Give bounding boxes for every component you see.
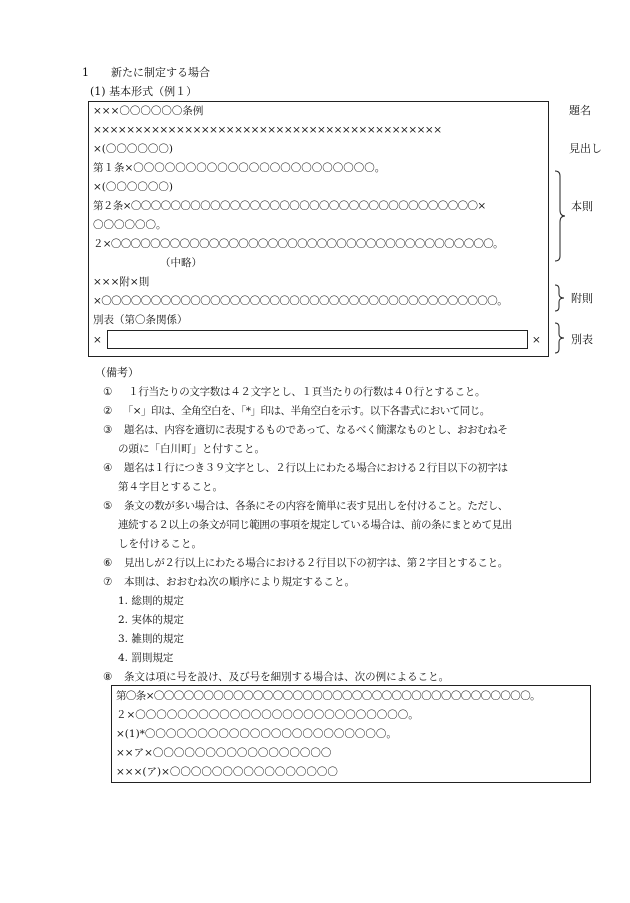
form-omitted-line: （中略） [160,257,202,269]
note-marker: ⑤ [103,500,113,512]
note-marker: ⑧ [103,671,113,683]
sample-line: ×××(ア)×〇〇〇〇〇〇〇〇〇〇〇〇〇〇〇〇 [116,766,338,778]
order-item: 1. 総則的規定 [118,595,184,607]
note-marker: ⑥ [103,557,113,569]
brace-appendix-icon [553,322,571,354]
form-line: ×(〇〇〇〇〇〇) [93,143,173,155]
note-text: 「×」印は、全角空白を、「*」印は、半角空白を示す。以下各書式において同じ。 [118,405,490,417]
subsection-heading: (1) 基本形式（例１） [90,85,198,98]
sample-line: ２×〇〇〇〇〇〇〇〇〇〇〇〇〇〇〇〇〇〇〇〇〇〇〇〇〇〇。 [116,709,419,721]
note-marker: ② [103,405,113,417]
note-text: 条文の数が多い場合は、各条にその内容を簡単に表す見出しを付けること。ただし、 [124,500,508,512]
form-line: 別表（第〇条関係） [93,314,188,326]
section-heading: 1 新たに制定する場合 [82,66,210,79]
note-text: 条文は項に号を設け、及び号を細別する場合は、次の例によること。 [124,671,450,683]
note-marker: ⑦ [103,576,113,588]
appendix-table-box [107,330,528,349]
notes-heading: （備考） [95,366,139,379]
note-marker: ④ [103,462,113,474]
form-line: ×××××××××××××××××××××××××××××××××××××××××× [93,124,442,136]
order-item: 2. 実体的規定 [118,614,184,626]
note-text: 本則は、おおむね次の順序により規定すること。 [124,576,355,588]
note-text: １行当たりの文字数は４２文字とし、１頁当たりの行数は４０行とすること。 [118,386,486,398]
form-line: 〇〇〇〇〇〇。 [93,219,167,231]
label-appendix: 別表 [571,333,593,346]
label-main: 本則 [571,200,593,213]
brace-supplementary-icon [553,284,571,312]
note-text: 見出しが２行以上にわたる場合における２行目以下の初字は、第２字目とすること。 [124,557,508,569]
table-row-left-mark: × [93,334,102,346]
form-line: ×××附×則 [93,276,150,288]
form-line: ×〇〇〇〇〇〇〇〇〇〇〇〇〇〇〇〇〇〇〇〇〇〇〇〇〇〇〇〇〇〇〇〇〇〇〇〇〇〇〇〇。 [93,295,508,307]
note-text: 第４字目とすること。 [118,481,223,493]
brace-main-icon [553,170,571,262]
sample-line: 第〇条×〇〇〇〇〇〇〇〇〇〇〇〇〇〇〇〇〇〇〇〇〇〇〇〇〇〇〇〇〇〇〇〇〇〇〇〇〇〇。 [116,690,540,702]
label-supplementary: 附則 [571,292,593,305]
table-row-right-mark: × [532,334,541,346]
order-item: 3. 雑則的規定 [118,633,184,645]
form-line: ２×〇〇〇〇〇〇〇〇〇〇〇〇〇〇〇〇〇〇〇〇〇〇〇〇〇〇〇〇〇〇〇〇〇〇〇〇〇〇〇。 [93,238,503,250]
note-text: 連続する２以上の条文が同じ範囲の事項を規定している場合は、前の条にまとめて見出 [118,519,512,531]
note-text: 題名は１行につき３９文字とし、２行以上にわたる場合における２行目以下の初字は [124,462,508,474]
sample-line: ×(1)*〇〇〇〇〇〇〇〇〇〇〇〇〇〇〇〇〇〇〇〇〇〇〇。 [116,728,397,740]
note-text: しを付けること。 [118,538,202,550]
form-title-line: ×××〇〇〇〇〇〇条例 [93,105,204,117]
form-line: ×(〇〇〇〇〇〇) [93,181,173,193]
order-item: 4. 罰則規定 [118,652,174,664]
note-text: の頭に「白川町」と付すこと。 [118,443,265,455]
note-marker: ① [103,386,113,398]
label-title: 題名 [569,104,591,117]
label-caption: 見出し [569,142,602,155]
note-text: 題名は、内容を適切に表現するものであって、なるべく簡潔なものとし、おおむねそ [124,424,508,436]
form-line: 第２条×〇〇〇〇〇〇〇〇〇〇〇〇〇〇〇〇〇〇〇〇〇〇〇〇〇〇〇〇〇〇〇〇〇〇〇× [93,200,486,212]
form-line: 第１条×〇〇〇〇〇〇〇〇〇〇〇〇〇〇〇〇〇〇〇〇〇〇〇。 [93,162,386,174]
sample-line: ××ア×〇〇〇〇〇〇〇〇〇〇〇〇〇〇〇〇〇 [116,747,332,759]
note-marker: ③ [103,424,113,436]
